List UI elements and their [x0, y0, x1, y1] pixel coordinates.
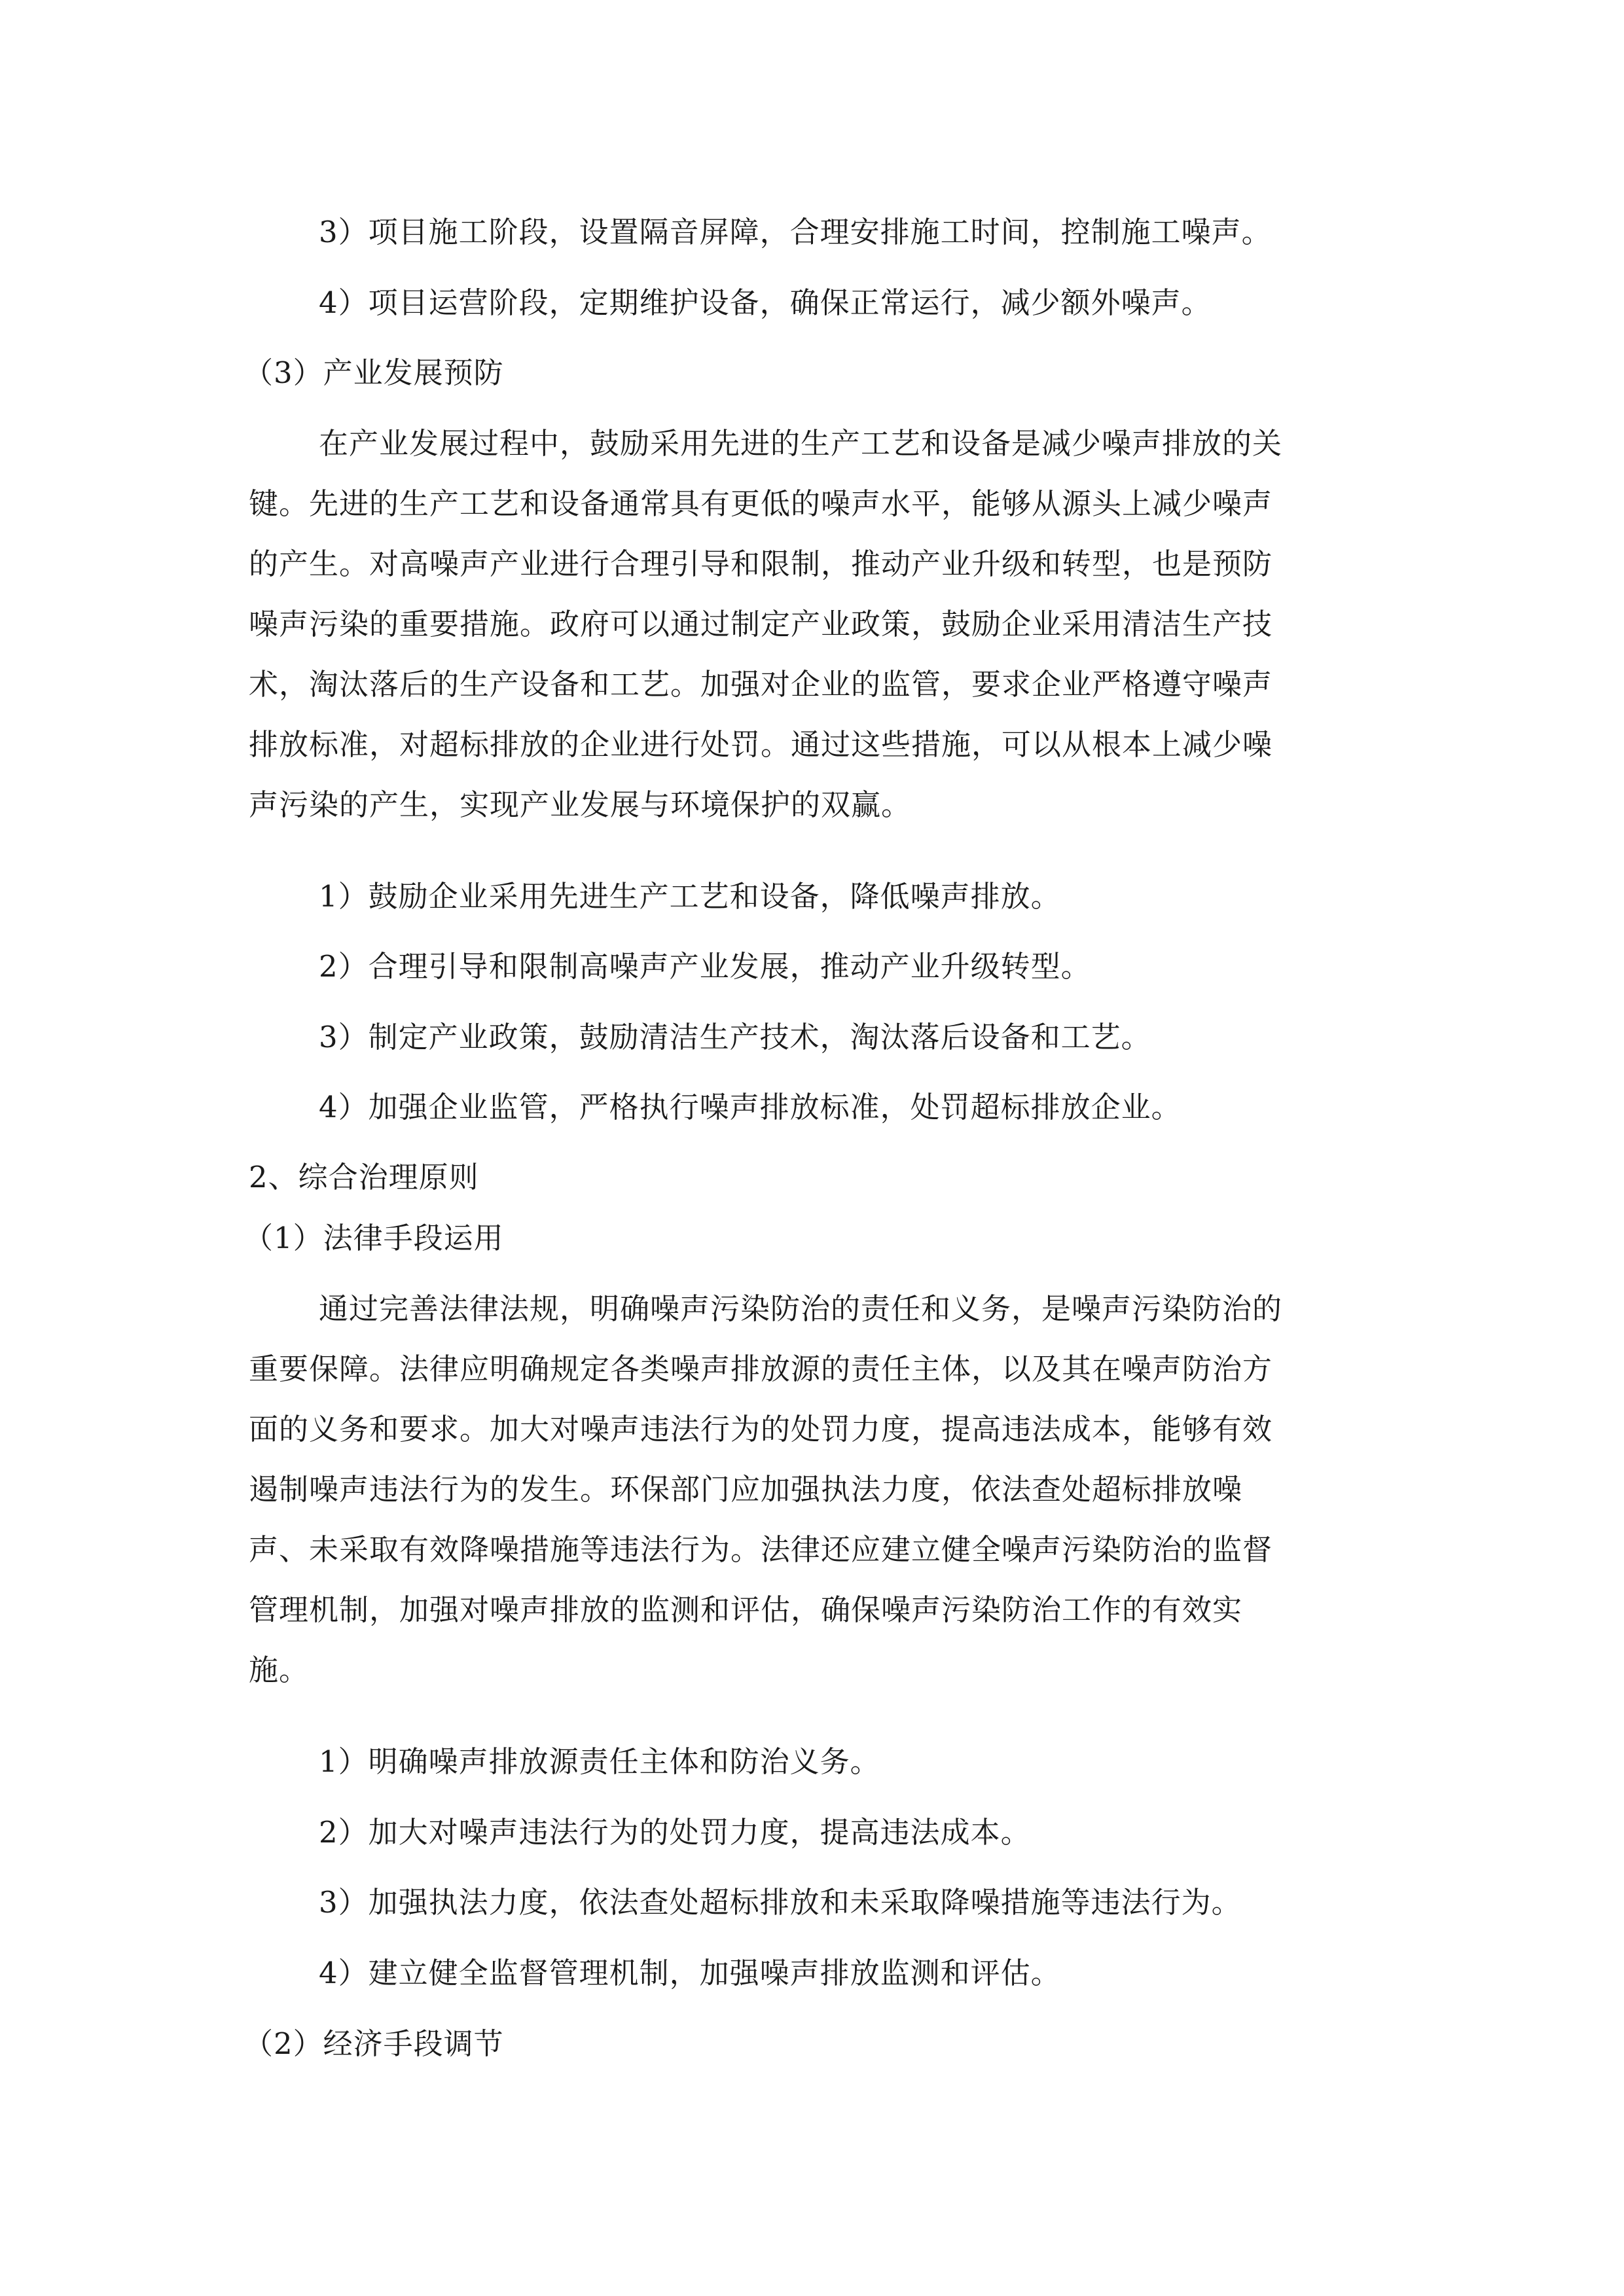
paragraph-line: 声、未采取有效降噪措施等违法行为。法律还应建立健全噪声污染防治的监督	[249, 1532, 1273, 1567]
list-item: 3）制定产业政策，鼓励清洁生产技术，淘汰落后设备和工艺。	[319, 1020, 1151, 1054]
list-item: 4）建立健全监督管理机制，加强噪声排放监测和评估。	[319, 1956, 1061, 1990]
list-item: 1）明确噪声排放源责任主体和防治义务。	[319, 1744, 880, 1779]
paragraph-line: 术，淘汰落后的生产设备和工艺。加强对企业的监管，要求企业严格遵守噪声	[249, 667, 1273, 702]
paragraph-line: 声污染的产生，实现产业发展与环境保护的双赢。	[249, 787, 912, 822]
list-item: 1）鼓励企业采用先进生产工艺和设备，降低噪声排放。	[319, 879, 1061, 914]
list-item: 3）项目施工阶段，设置隔音屏障，合理安排施工时间，控制施工噪声。	[319, 215, 1272, 249]
paragraph-line: 管理机制，加强对噪声排放的监测和评估，确保噪声污染防治工作的有效实	[249, 1592, 1243, 1627]
subsection-heading: （3）产业发展预防	[244, 355, 504, 390]
paragraph-line: 施。	[249, 1653, 310, 1687]
paragraph-line: 通过完善法律法规，明确噪声污染防治的责任和义务，是噪声污染防治的	[319, 1291, 1283, 1326]
paragraph-line: 噪声污染的重要措施。政府可以通过制定产业政策，鼓励企业采用清洁生产技	[249, 607, 1273, 641]
subsection-heading: （1）法律手段运用	[244, 1221, 504, 1255]
paragraph-line: 重要保障。法律应明确规定各类噪声排放源的责任主体，以及其在噪声防治方	[249, 1352, 1273, 1386]
list-item: 4）项目运营阶段，定期维护设备，确保正常运行，减少额外噪声。	[319, 285, 1212, 320]
paragraph-line: 在产业发展过程中，鼓励采用先进的生产工艺和设备是减少噪声排放的关	[319, 426, 1283, 461]
list-item: 2）加大对噪声违法行为的处罚力度，提高违法成本。	[319, 1815, 1031, 1850]
list-item: 4）加强企业监管，严格执行噪声排放标准，处罚超标排放企业。	[319, 1090, 1182, 1124]
paragraph-line: 键。先进的生产工艺和设备通常具有更低的噪声水平，能够从源头上减少噪声	[249, 486, 1273, 521]
section-heading: 2、综合治理原则	[249, 1160, 479, 1194]
list-item: 3）加强执法力度，依法查处超标排放和未采取降噪措施等违法行为。	[319, 1885, 1242, 1920]
paragraph-line: 遏制噪声违法行为的发生。环保部门应加强执法力度，依法查处超标排放噪	[249, 1472, 1243, 1507]
subsection-heading: （2）经济手段调节	[244, 2026, 504, 2061]
paragraph-line: 的产生。对高噪声产业进行合理引导和限制，推动产业升级和转型，也是预防	[249, 547, 1273, 581]
paragraph-line: 排放标准，对超标排放的企业进行处罚。通过这些措施，可以从根本上减少噪	[249, 727, 1273, 762]
paragraph-line: 面的义务和要求。加大对噪声违法行为的处罚力度，提高违法成本，能够有效	[249, 1412, 1273, 1446]
list-item: 2）合理引导和限制高噪声产业发展，推动产业升级转型。	[319, 949, 1091, 984]
